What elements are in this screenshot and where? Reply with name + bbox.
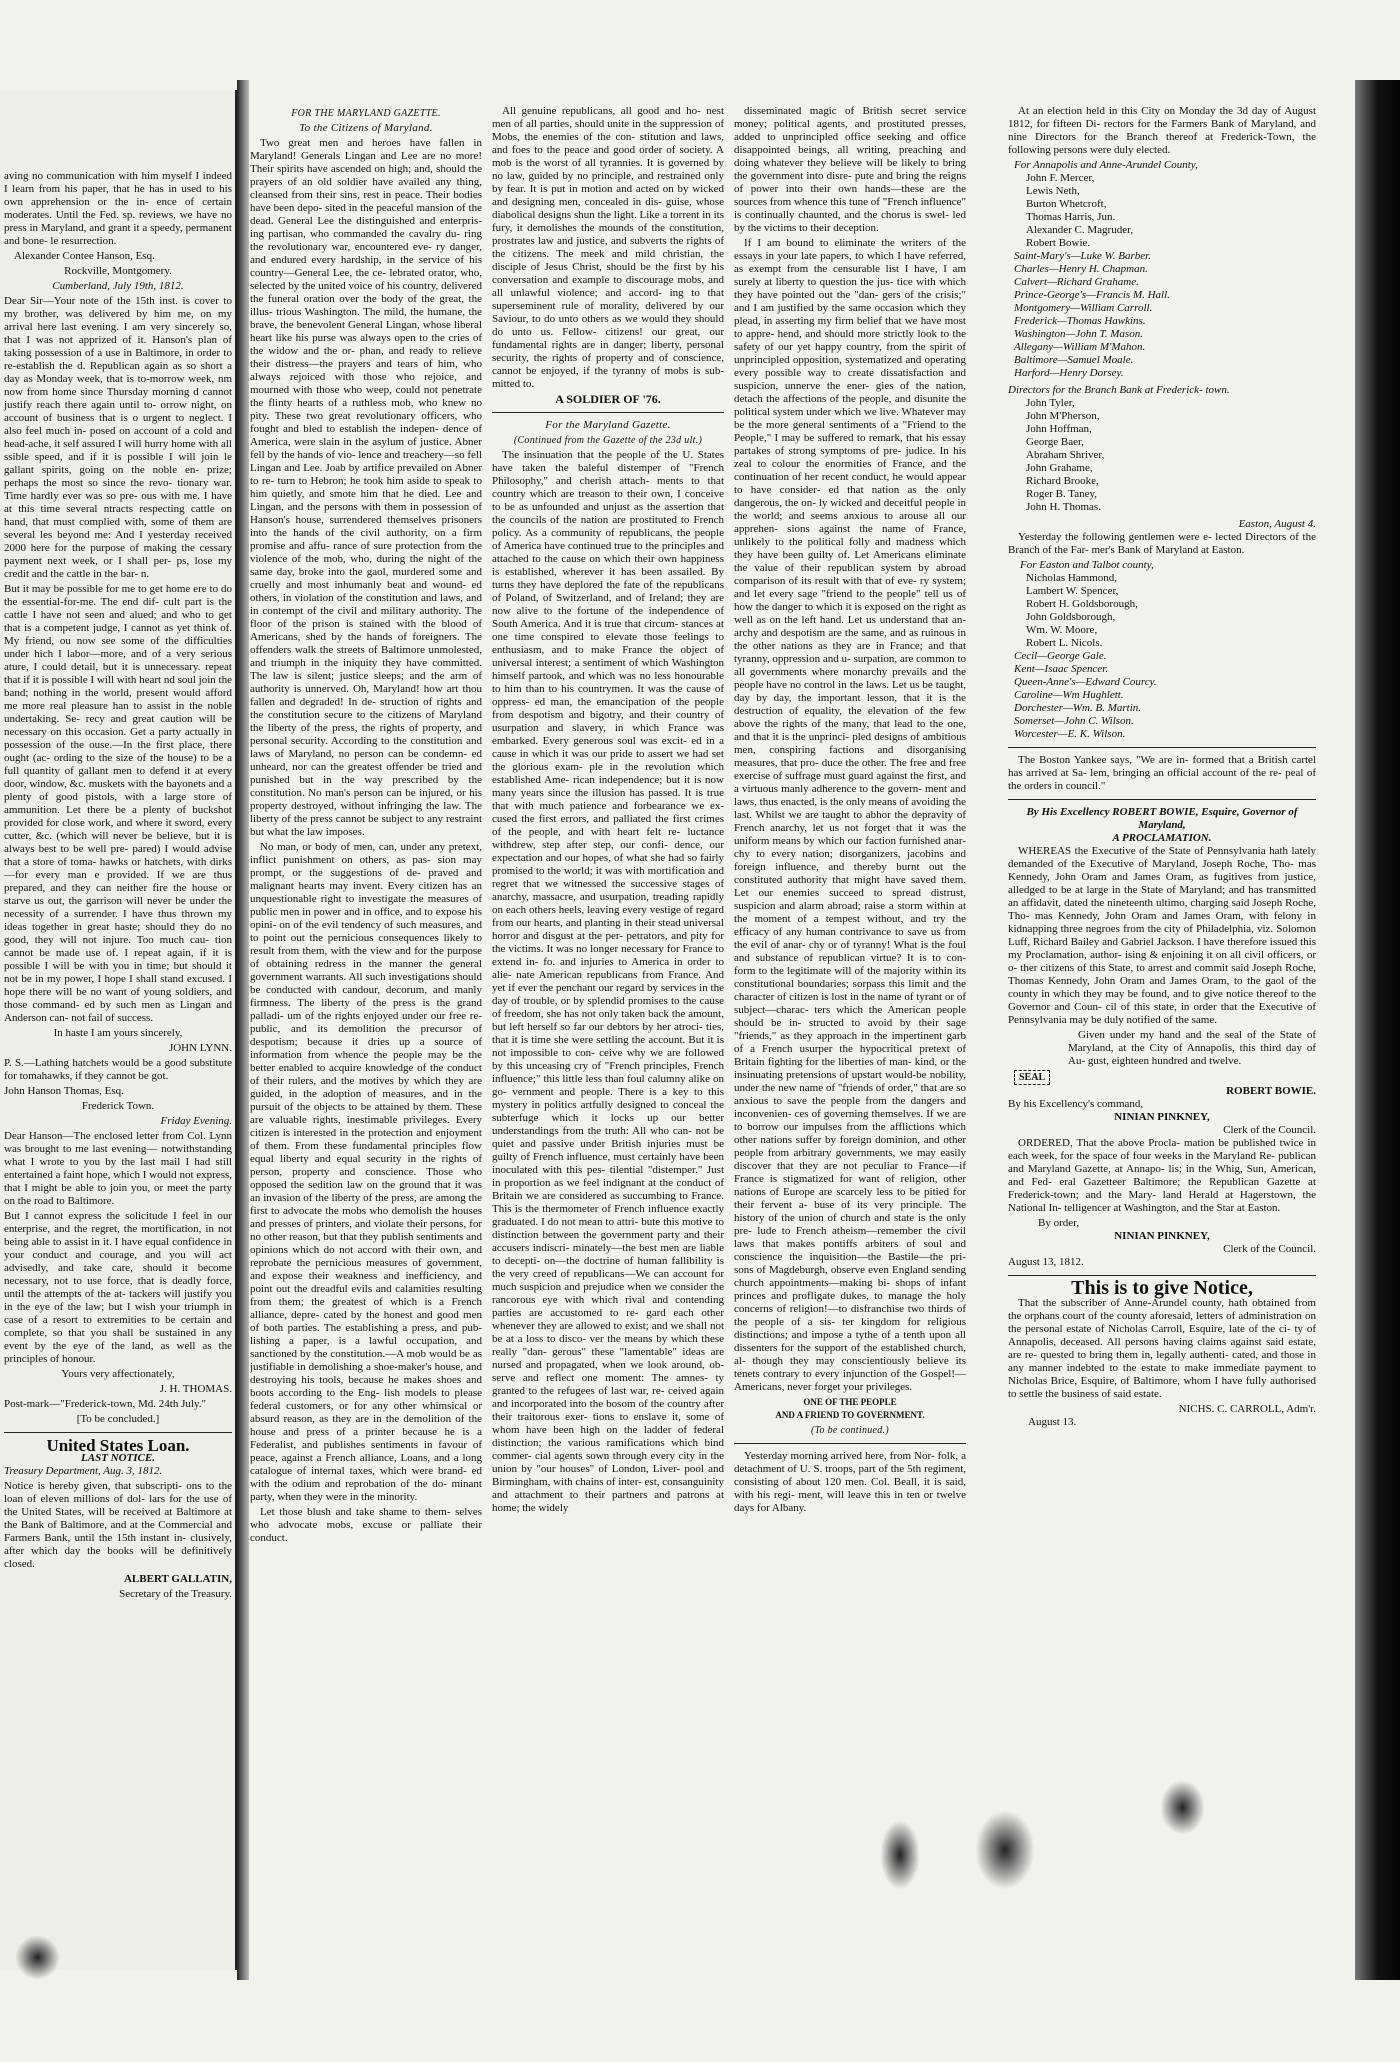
list-item: Somerset—John C. Wilson.: [1014, 715, 1134, 727]
list-item: Thomas Harris, Jun.: [1026, 211, 1116, 223]
eastern-county-list: [1008, 650, 1316, 741]
list-item: John Goldsborough,: [1026, 611, 1116, 623]
list-item: Roger B. Taney,: [1026, 488, 1098, 500]
list-item: Montgomery—William Carroll.: [1014, 302, 1153, 314]
list-item: Wm. W. Moore,: [1026, 624, 1098, 636]
notice-date: August 13.: [1028, 1416, 1077, 1428]
list-item: John Tyler,: [1026, 397, 1075, 409]
list-item: Prince-George's—Francis M. Hall.: [1014, 289, 1170, 301]
list-item: Saint-Mary's—Luke W. Barber.: [1014, 250, 1151, 262]
list-item: Queen-Anne's—Edward Courcy.: [1014, 676, 1157, 688]
list-item: Dorchester—Wm. B. Martin.: [1014, 702, 1141, 714]
list-item: Lewis Neth,: [1026, 185, 1080, 197]
left-page: [0, 90, 237, 1970]
salutation-name: Alexander Contee Hanson, Esq.: [14, 250, 155, 262]
list-item: John H. Thomas.: [1026, 501, 1101, 513]
left-column: [4, 170, 232, 1603]
main-page: [250, 105, 1350, 1975]
proclamation-text: WHEREAS the Executive of the State of Pennsylvania hath lately demanded of the Executive of Maryland, Joseph Roche, Tho- mas Kennedy, John Oram and James Oram, as fugitives from justice, alledged to be at large in the State of Maryland; and has transmitted an affidavit, dated the nineteenth ultimo, charging said Joseph Roche, Tho- mas Kennedy, John Oram and James Oram, with felony in kidnapping three negroes from the city of Philadelphia, viz. Solomon Luff, Richard Bailey and Gabriel Jackson. I have therefore issued this my Proclamation, author- ising & enjoining it on all civil officers, or o- ther citizens of this State, to arrest and commit said Joseph Roche, Thomas Kennedy, John Oram and James Oram, to the gaol of the county in which they may be found, and to give notice thereof to the Governor and Coun- cil of this state, in order that the Executive of Pennsylvania may be duly notified of the same.: [1008, 845, 1316, 1026]
proclamation-date: August 13, 1812.: [1008, 1256, 1084, 1268]
list-item: Frederick—Thomas Hawkins.: [1014, 315, 1146, 327]
list-item: Alexander C. Magruder,: [1026, 224, 1134, 236]
column-3-paragraph-3: Yesterday morning arrived here, from Nor- folk, a detachment of U. S. troops, part of the 5th regiment, consisting of about 120 men. Col. Beall, it is said, with his regi- ment, will leave this in ten or twelve days for Albany.: [734, 1450, 966, 1514]
seal-box: [1008, 1070, 1316, 1085]
column-1-paragraph-3: Let those blush and take shame to them- selves who advocate mobs, excuse or palliate their conduct.: [250, 1506, 482, 1544]
branch-heading: Directors for the Branch Bank at Frederick- town.: [1008, 384, 1230, 396]
notice-text: That the subscriber of Anne-Arundel county, hath obtained from the orphans court of the county aforesaid, letters of administration on the personal estate of Nicholas Carroll, Esquire, late of the ci- ty of Annapolis, deceased. All persons having claims against said estate, are re- quested to bring them in, legally authenti- cated, and those in any manner indebted to the estate to make immediate payment to Nicholas Brice, Esquire, of Baltimore, whom I have fully authorised to settle the business of said estate.: [1008, 1297, 1316, 1400]
easton-intro: Yesterday the following gentlemen were e- lected Directors of the Branch of the Far- mer's Bank of Maryland at Easton.: [1008, 531, 1316, 556]
list-item: John F. Mercer,: [1026, 172, 1095, 184]
column-2-subheader: (Continued from the Gazette of the 23d ult.): [513, 435, 703, 446]
list-item: George Baer,: [1026, 436, 1084, 448]
book-edge: [1355, 80, 1400, 1980]
letter-paragraph-4: But I cannot express the solicitude I feel in our enterprise, and the regret, the mortification, in not being able to assist in it. I have equal confidence in your conduct and courage, and you will act advisedly, and take care, should it become necessary, not to use force, that is deadly force, until the attempts of the at- tackers will justify you in the eye of the law; but I wish your triumph in case of a resort to extremities to be certain and complete, so that you shall be sustained in any event by the eye of the land, as well as the principles of honour.: [4, 1210, 232, 1365]
column-3-paragraph-2: If I am bound to eliminate the writers of the essays in your late papers, to which I have referred, as exempt from the censurable list I have, I am surely at liberty to question the jus- tice with which they have pointed out the "dan- gers of the crisis;" and I am justified by the same occasion which they plead, in asserting my firm belief that we have most to appre- hend, and should more strictly look to the safety of our yet happy country, from the spirit of unprincipled opposition, systematized and operating every possible way to create dissatisfaction and suspicion, unnerve the ener- gies of the nation, detach the affections of the people, and disunite the political system under which we live. Whatever may be the more general sentiments of a "Friend to the People," I may be suffered to remark, that his essay partakes of strong symptoms of pre- judice. In his zeal to colour the enormities of France, and the continuation of her recent conduct, he would appear to have consider- ed that nation as the only dangerous, the on- ly wicked and deceitful people in the world; and seems anxious to arouse all our apprehen- sions against the name of France, unlikely to the political folly and madness which they have been guilty of. Let Americans eliminate the value of their republican system by abroad comparison of its result with that of eve- ry system; and let every sage "friend to the people" tell us of how the danger to which it is exposed on the right as well as on the left hand. Let us understand that an- archy and despotism are the same, and as ruinous in the other nations as they are in France; and that tyranny, oppression and u- surpation, are common to all governments where monarchy prevails and the people have no control in the laws. Let us be taught, day by day, the important lesson, that it is the destruction of equality, the elevation of the few above the rights of the many, that lead to the one, and that it is the unprinci- pled designs of ambitious men, conspiring factions and disorganising measures, that pro- duce the other. The free and free exercise of suffrage must guard against the first, and a virtuous manly adherence to the govern- ment and laws, thus enacted, is the only means of avoiding the last. Whilst we are taught to abhor the depravity of French anarchy, let us not forget that it was the uniform means by which our faction furnished anar- chy to every nation; disorganizers, jacobins and foreign influence, and thereby burnt out the constituted authority that might have saved them. Let our enemies succeed to spread distrust, suspicion and alarm abroad; raise a storm within at the moment of a tempest without, and try the efficacy of any human contrivance to save us from the evil of anar- chy or of tyranny! What is the foul and substance of republican virtue? It is to con- form to the legitimate will of the majority within its constitutional boundaries; sorpass this limit and the character of citizen is lost in the name of tyrant or of subject—charac- ters which the American people should be in- structed to avoid by their sage "friends," as they approach in the impertinent garb of a French usurper the hypocritical pretext of Britain fighting for the liberties of man- kind, or the insinuating pretensions of upstart would-be nobility, under the new name of "friends of order," that are so anxious to save the people from the dangers and inconvenien- ces of governing themselves. If we are to borrow our impulses from the afflictions which other nations suffer by foreign dominion, and other people from arbitrary governments, we may easily discover that they are not peculiar to France—if France is stigmatized for want of religion, other nations of Europe are scarcely less to be pitied for their fervent a- buse of its very principle. The history of the union of church and state is the only pre- lude to French atheism—remember the civil laws that makes pontiffs arbiters of soul and conscience the inquisition—the Bastile—the pri- sons of Magdeburgh, observe even England sending church appointments—making bi- shops of infant princes and profligate dukes, to manage the holy concerns of religion!—to disfranchise two thirds of the people of a sis- ter kingdom for religious distinctions; and impose a tythe of a tenth upon all dissenters for the support of the established church, al- though they may conscientiously believe its tenets contrary to every injunction of the Gospel!—Americans, never forget your privileges.: [734, 237, 966, 1393]
list-item: Charles—Henry H. Chapman.: [1014, 263, 1148, 275]
column-2-header: For the Maryland Gazette.: [545, 419, 671, 431]
signature-line-1: ONE OF THE PEOPLE: [803, 1397, 897, 1407]
list-item: Caroline—Wm Hughlett.: [1014, 689, 1124, 701]
column-1-paragraph-1: Two great men and heroes have fallen in Maryland! Generals Lingan and Lee are no more! Their spirits have ascended on high; and, should the prayers of an old soldier have availed any thing, cleansed from their sins, rest in peace. Their bodies have been depo- sited in the peaceful mansion of the dead. General Lee the distinguished and enterpris- ing partisan, who commanded the cavalry du- ring the revolutionary war, encountered eve- ry danger, and endured every hardship, in the service of his country—General Lee, the ce- lebrated orator, who, selected by the united voice of his country, delivered the funeral oration over the body of the great, the illus- trious Washington. The mild, the humane, the brave, the benevolent General Lingan, whose liberal heart like his purse was always open to the cries of the widow and the or- phan, and ready to relieve their distress—the prayers and tears of him, who always rejoiced with those who rejoice, and mourned with those who weep, could not penetrate the flinty hearts of a ruthless mob, who knew no pity. These two great revolutionary officers, who fought and bled to establish the indepen- dence of America, were slain in the asylum of justice. Abner fell by the hands of vio- lence and treachery—so fell Lingan and Lee. Joab by artifice prevailed on Abner to re- turn to Hebron; he took him aside to speak to him quietly, and smote him that he died. Lee and Lingan, and the persons with them in possession of Hanson's house, surrendered themselves prisoners into the hands of the civil authority, on a firm promise and affu- rance of sure protection from the violence of the mob, who, during the night of the same day, broke into the gaol, murdered some and cruelly and most inhumanly beat and wound- ed others, in violation of the constitution and laws, and in contempt of the civil and military authority. The floor of the prison is stained with the blood of Americans, shed by the hands of foreigners. The offenders walk the streets of Baltimore unmolested, and triumph in the iniquity they have committed. The law is silent; justice sleeps; and the arm of authority is unnerved. Oh, Maryland! how art thou fallen and degraded! In de- struction of rights and the constitution secure to the citizens of Maryland the liberty of the press, the rights of property, and personal security. According to the constitution and laws of Maryland, no person can be condemn- ed unheard, nor can the greatest offender be tried and punished but in the way prescribed by the constitution. No man's person can be injured, or his property destroyed, without infringing the law. The liberty of the press cannot be subject to any restraint but what the law imposes.: [250, 137, 482, 838]
list-item: Lambert W. Spencer,: [1026, 585, 1119, 597]
concluded-note: [To be concluded.]: [76, 1413, 160, 1425]
address-name: John Hanson Thomas, Esq.: [4, 1085, 124, 1097]
talbot-heading: For Easton and Talbot county,: [1020, 559, 1154, 571]
letter-paragraph-2: But it may be possible for me to get home ere to do the essential-for-me. The end dif- cult part is the cattle I have not seen and alued; and who to get that is a competent judge, I cannot as yet think of. My friend, ou now see some of the difficulties under hich I labor—more, and of a very serious ature, I could detail, but it is unnecessary. repeat that if it is possible I will with heart nd soul join the band; nothing in the world, present would afford me more real pleasure han to assist in the noble undertaking. Se- recy and great caution will be necessary on this occasion. Get a party actually in possession of the ouse.—In the first place, there ought (ac- ording to the size of the house) to be a full quantity of gallant men to defend it at every door, window, &c. muskets with the bayonets and a plenty of good pistols, with a large store of ammunition. Let there be a plenty of buckshot provided for close work, and where it sword, every cutter, &c. (which will never be believe, but it is always best to be well pre- pared) I would advise that a store of toma- hawks or hatchets, with dirks—for every man e provided. If we are thus prepared, and they can neither fire the house or starve us out, the garrison will never be under the necessity of a surrender. I have thus thrown my ideas together in great haste; should they do no good, they will not injure. Too much cau- tion cannot be made use of. I repeat again, if it is possible I will be with you in time; but should it not be in my power, I hope I shall stand excused. I hope there will be no want of young soldiers, and those command- ed by such men as Lingan and Anderson can- not fail of success.: [4, 583, 232, 1024]
column-2-paragraph-1: All genuine republicans, all good and ho- nest men of all parties, should unite in the suppression of Mobs, the enemies of the con- stitution and laws, and foes to the peace and good order of society. A mob is the worst of all tyrannies. It is governed by no law, guided by no principle, and restrained only by fear. It is put in motion and acted on by wicked and designing men, concealed in dis- guise, whose diabolical designs shun the light. Like a torrent in its fury, it demolishes the mounds of the constitution, prostrates law and justice, and subverts the rights of the citizens. The meek and mild christian, the disciple of Jesus Christ, should be the first by his conversation and example to discourage mobs, and all unlawful violence; and accord- ing to that superseminent rule of morality, delivered by our Saviour, to do unto others as we would they should do unto us. Fellow- citizens! our great, our fundamental rights are in danger; liberty, personal security, the rights of property and of conscience, cannot be enjoyed, if the tyranny of mobs is sub- mitted to.: [492, 105, 724, 390]
list-item: Nicholas Hammond,: [1026, 572, 1118, 584]
list-item: Allegany—William M'Mahon.: [1014, 341, 1146, 353]
postscript: P. S.—Lathing hatchets would be a good substitute for tomahawks, if they cannot be got.: [4, 1057, 232, 1082]
county-list: [1008, 250, 1316, 380]
easton-dateline: Easton, August 4.: [1238, 518, 1316, 530]
clerk-title: Clerk of the Council.: [1223, 1124, 1316, 1136]
divider: [1008, 799, 1316, 800]
proclamation-command: By his Excellency's command,: [1008, 1098, 1144, 1110]
list-item: Calvert—Richard Grahame.: [1014, 276, 1139, 288]
divider: [4, 1432, 232, 1433]
list-item: Worcester—E. K. Wilson.: [1014, 728, 1126, 740]
ink-blot: [15, 1935, 60, 1980]
list-item: John M'Pherson,: [1026, 410, 1100, 422]
notice-signer: NICHS. C. CARROLL, Adm'r.: [1178, 1403, 1316, 1415]
talbot-list: [1008, 572, 1316, 650]
notice-title: This is to give Notice,: [1071, 1277, 1253, 1299]
postmark: Post-mark—"Frederick-town, Md. 24th July.": [4, 1398, 206, 1410]
list-item: Kent—Isaac Spencer.: [1014, 663, 1109, 675]
place-line: Rockville, Montgomery.: [64, 265, 172, 277]
divider: [1008, 1275, 1316, 1276]
list-item: Baltimore—Samuel Moale.: [1014, 354, 1134, 366]
dateline: Cumberland, July 19th, 1812.: [52, 280, 184, 292]
letter-paragraph-1: Dear Sir—Your note of the 15th inst. is cover to my brother, was delivered by him me, on my arrival here last evening. I am very sincerely so, that I was not apprized of it. Hanson's plan of taking possession of a use in Baltimore, in order to re-establish the d. Republican again as so short a day as Monday week, that is to-morrow week, nm now from home since Thursday morning d cannot justify reach there again until to- orrow night, on account of business that is o urgent to neglect. I also feel much in- posed on account of a cold and head-ache, it self assured I will hurry home with all ssible speed, and if it is possible I will join le gallant spirits, going on the noble en- prize; perhaps the most so since the revo- tionary war. Time hardly ever was so pre- ous with me. I have at this time several ntracts respecting cattle on hand, that must complied with, some of them are several les beyond me: And I yesterday received 2000 here for the purpose of making the cessary payment next week, or I shall per- ps, lose my credit and the cattle in the bar- n.: [4, 295, 232, 580]
branch-list: [1008, 397, 1316, 514]
seal-label: SEAL: [1014, 1070, 1050, 1085]
soldier-signature: A SOLDIER OF '76.: [555, 392, 661, 406]
proclamation-heading: By His Excellency ROBERT BOWIE, Esquire, Governor of Maryland,: [1026, 806, 1298, 831]
column-3: [734, 105, 966, 1965]
loan-title: United States Loan.: [46, 1436, 190, 1455]
list-item: Washington—John T. Mason.: [1014, 328, 1143, 340]
friday-line: Friday Evening.: [160, 1115, 232, 1127]
list-item: Richard Brooke,: [1026, 475, 1099, 487]
closing-2: Yours very affectionately,: [61, 1368, 175, 1380]
list-item: Abraham Shriver,: [1026, 449, 1105, 461]
divider: [1008, 747, 1316, 748]
loan-subtitle: LAST NOTICE.: [81, 1452, 155, 1464]
divider: [492, 412, 724, 413]
closing: In haste I am yours sincerely,: [53, 1027, 183, 1039]
boston-yankee-note: The Boston Yankee says, "We are in- formed that a British cartel has arrived at Sa- lem, bringing an official account of the re- peal of the orders in council.": [1008, 754, 1316, 792]
clerk-name: NINIAN PINKNEY,: [1114, 1111, 1210, 1123]
signer: JOHN LYNN.: [168, 1042, 232, 1054]
annapolis-list: [1008, 172, 1316, 250]
column-4: [1008, 105, 1316, 1965]
continued-note: (To be continued.): [810, 1425, 890, 1436]
ink-blot: [975, 1810, 1035, 1890]
loan-signer-title: Secretary of the Treasury.: [119, 1588, 232, 1600]
clerk2-title: Clerk of the Council.: [1223, 1243, 1316, 1255]
list-item: Robert Bowie.: [1026, 237, 1091, 249]
list-item: Robert H. Goldsborough,: [1026, 598, 1138, 610]
proclamation-title: A PROCLAMATION.: [1112, 832, 1212, 844]
list-item: John Hoffman,: [1026, 423, 1092, 435]
column-3-paragraph-1: disseminated magic of British secret service money; political agents, and prostituted presses, added to unprincipled office seeking and office disappointed beings, all writing, preaching and doing whatever they believe will be likely to bring the government into disre- pute and bring the reigns of power into their own hands—these are the sources from whence this tune of "French influence" is continually chaunted, and the chorus is swel- led by the victims to their deception.: [734, 105, 966, 234]
column-2: [492, 105, 724, 1965]
list-item: Robert L. Nicols.: [1026, 637, 1103, 649]
ordered-text: ORDERED, That the above Procla- mation be published twice in each week, for the space of four weeks in the Maryland Re- publican and Maryland Gazette, at Annapo- lis; in the Whig, Sun, American, and Fed- eral Gazetteer Baltimore; the Republican Gazette at Frederick-town; and the Mary- land Herald at Hagerstown, the National In- telligencer at Washington, and the Star at Easton.: [1008, 1137, 1316, 1214]
ink-blot: [1160, 1780, 1205, 1835]
proclamation-given: Given under my hand and the seal of the State of Maryland, at the City of Annapolis, this third day of Au- gust, eighteen hundred and twelve.: [1068, 1029, 1316, 1067]
ink-blot: [880, 1820, 920, 1890]
page-gutter: [237, 80, 249, 1980]
annapolis-heading: For Annapolis and Anne-Arundel County,: [1014, 159, 1198, 171]
list-item: Burton Whetcroft,: [1026, 198, 1107, 210]
divider: [734, 1443, 966, 1444]
column-2-paragraph-2: The insinuation that the people of the U. States have taken the baleful distemper of "French Philosophy," and cherish attach- ments to that country which are treason to their own, I conceive to be as unfounded and unjust as the assertion that the councils of the nation are prostituted to French policy. As a community of republicans, the people of America have continued true to the principles and attached to the cause on which their own happiness is established, wherever it has been assailed. By turns they have deplored the fate of the republicans of Poland, of Switzerland, and of Ireland; they are now alive to the fortune of the independence of South America. And it is true that circum- stances at one time conspired to elevate those feelings to enthusiasm, and to make France the object of universal interest; a sentiment of which Washington himself partook, and which was no less honourable to him than to his countrymen. It was the cause of oppress- ed man, the emancipation of the people from despotism and bigotry, and their country of usurpation and slavery, in which France was embarked. Every generous soul was excit- ed in a cause in which it was our pride to assert we had set the glorious exam- ple in the revolution which established Ame- rican independence; but it is now many years since the illusion has passed. It is true that with much patience and forbearance we ex- cused the first errors, and palliated the first crimes of the people, and with heart felt re- luctance withdrew, step after step, our confi- dence, our expectation and our hopes, of what she had so fairly promised to the world; it was with mortification and regret that we witnessed the successive stages of anarchy, massacre, and usurpation, treading rapidly on each others heels, leaving every vestige of regard from our hearts, and planting in their stead universal horror and disgust at the per- petrators, and pity for the victims. It was no longer necessary for France to extend in- fo. and injuries to America in order to alie- nate American republicans from France. And yet if ever the penchant our regard by services in the day of trouble, or by splendid promises to the cause of freedom, she has not only taken back the amount, but left herself so far our debtors by her atroci- ties, that it is time she were settling the account. But it is not impossible to con- ceive why we are followed by this unceasing cry of "French principles, French influence;" this little less than foul calumny alike on go- vernment and people. There is a key to this mystery in politics artfully designed to conceal the subterfuge which it locks up our better understandings from the truth: All who can- not be quiet and passive under British injuries must be guilty of French influence, must certainly have been inoculated with this pes- tilential "distemper." Just in proportion as we feel indignant at the conduct of Britain we are considered as succumbing to France. This is the thermometer of French influence exactly graduated. I do not mean to attri- bute this motive to distinction between the government party and their accusers indiscri- minately—the best men are liable to decepti- on—the doctrine of human fallibility is the very creed of republicans—We can account for much suspicion and prejudice when we consider the rancorous eye with which rival and contending parties are accustomed to re- gard each other whenever they are allowed to exist; and we shall not be at a loss to disco- ver the means by which these really "dan- gerous" these "lamentable" ideas are nursed and propagated, when we look around, ob- serve and reflect one moment: The amnes- ty granted to the refugees of last war, re- ceived again and incorporated into the bosom of the country after their traitorous exer- tions to enslave it, some of whom have been high on the ladder of federal distinction; the various ramifications which bind commer- cial agents sown through every city in the union by "our houses" of London, Liver- pool and Birmingham, with chains of inter- est, consanguinity and attachment to their partners and patrons at home; the widely: [492, 449, 724, 1514]
left-top-text: aving no communication with him myself I indeed I learn from his paper, that he has in used to his own apprehension or the in- ence of certain moderates. Until the Fed. sp. reviews, we have no press in Maryland, and grant it a speedy, permanent and bone- le resurrection.: [4, 170, 232, 247]
column-1-paragraph-2: No man, or body of men, can, under any pretext, inflict punishment on others, as pas- sion may prompt, or the suggestions of de- praved and malignant hearts may invent. Every citizen has an unquestionable right to investigate the measures of public men in power and in office, and to expose his opini- on of the evil tendency of such measures, and to point out the pernicious consequences likely to result from them, with the view and for the purpose of obtaining redress in the manner the general government warrants. All such investigations should be conducted with candour, decorum, and manly firmness. The liberty of the press is the grand palladi- um of the rights enjoyed under our free re- public, and its demolition the precursor of despotism; because it dries up a source of information from whence the people may be the better enabled to acquire knowledge of the conduct of their rulers, and the motives by which they are guided, in the adoption of measures, and in the pursuit of the objects to be attained by them. These are valuable rights, inestimable privileges. Every citizen is interested in the protection and enjoyment of them. From these fundamental principles flow equal liberty and equal security in the rights of person, property and conscience. Those who opposed the sedition law on the ground that it was an invasion of the liberty of the press, are among the first to advocate the mobs who demolish the houses and presses of printers, and violate their persons, for no other reason, but that they publish sentiments and opinions which do not accord with their own, and reprobate the pernicious measures of government, and expose their weakness and inefficiency, and point out the dreadful evils and calamities resulting from them; the greatest of which is a French alliance, depre- cated by the honest and good men of both parties. The establishing a press, and pub- lishing a paper, is a lawful occupation, and sanctioned by the constitution.—A mob would be as justifiable in demolishing a shoe-maker's house, and destroying his tools, because he makes shoes and boots according to the Eng- lish models to please federal customers, or for any other whimsical or absurd reason, as they are in the demolition of the house and press of a printer because he is a Federalist, and publishes sentiments in favour of peace, against a French alliance, Loans, and a long catalogue of internal taxes, which were brand- ed with the odium and reprobation of the do- minant party, when they were in the minority.: [250, 841, 482, 1503]
column-1-header: FOR THE MARYLAND GAZETTE.: [291, 108, 441, 119]
by-order: By order,: [1038, 1217, 1080, 1229]
column-1: [250, 105, 482, 1965]
clerk2-name: NINIAN PINKNEY,: [1114, 1230, 1210, 1242]
letter-paragraph-3: Dear Hanson—The enclosed letter from Col. Lynn was brought to me last evening— notwithstanding what I wrote to you by the last mail I had still entertained a faint hope, which I would not express, that I might be able to join you, or meet the party on the road to Baltimore.: [4, 1130, 232, 1207]
election-intro: At an election held in this City on Monday the 3d day of August 1812, for fifteen Di- rectors for the Farmers Bank of Maryland, and nine Directors for the Branch thereof at Frederick-Town, the following persons were duly elected.: [1008, 105, 1316, 156]
column-1-subheader: To the Citizens of Maryland.: [299, 122, 433, 134]
loan-signer: ALBERT GALLATIN,: [123, 1573, 232, 1585]
list-item: John Grahame,: [1026, 462, 1093, 474]
loan-text: Notice is hereby given, that subscripti- ons to the loan of eleven millions of dol- lars for the use of the United States, will be received at Baltimore at the Bank of Baltimore, and at the Commercial and Farmers Bank, until the 15th instant in- clusively, after which day the books will be definitively closed.: [4, 1480, 232, 1570]
address-place: Frederick Town.: [81, 1100, 155, 1112]
list-item: Cecil—George Gale.: [1014, 650, 1107, 662]
signer-2: J. H. THOMAS.: [159, 1383, 232, 1395]
loan-dateline: Treasury Department, Aug. 3, 1812.: [4, 1465, 163, 1477]
proclamation-signer: ROBERT BOWIE.: [1226, 1085, 1316, 1097]
list-item: Harford—Henry Dorsey.: [1014, 367, 1124, 379]
signature-line-2: AND A FRIEND TO GOVERNMENT.: [775, 1410, 925, 1420]
